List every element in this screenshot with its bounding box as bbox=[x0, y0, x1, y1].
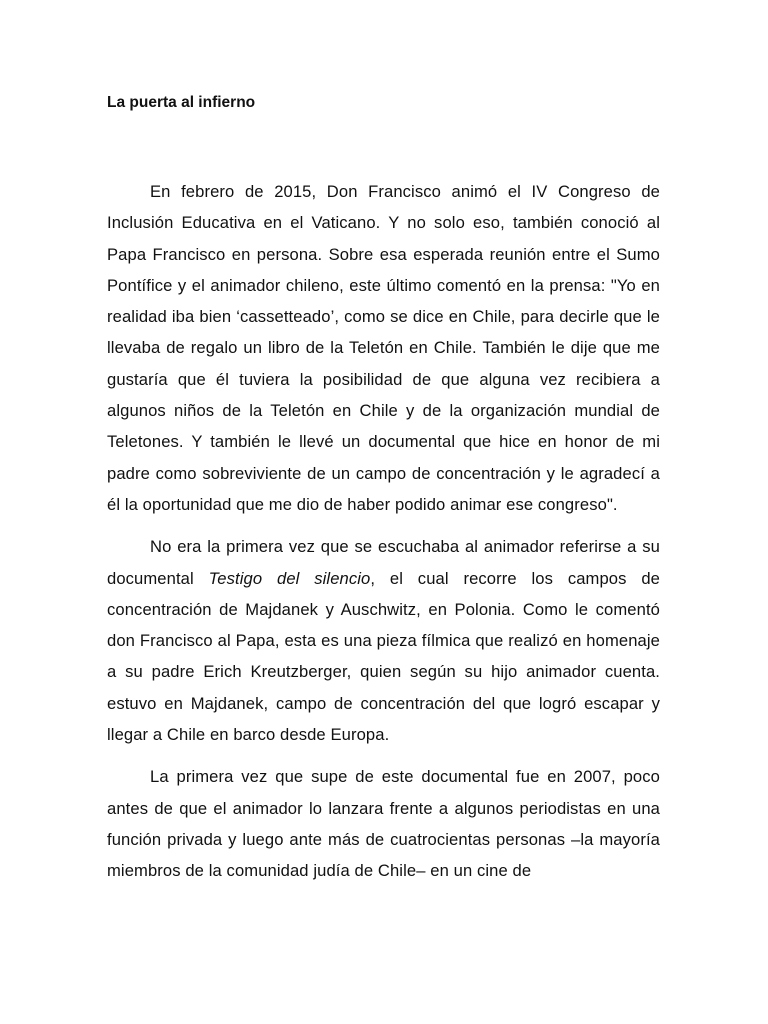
paragraph-2-text-after: , el cual recorre los campos de concentración de Majdanek y Auschwitz, en Polonia. Como le comentó don Francisco al Papa, esta es una pieza fílmica que realizó en homenaje a su padre Erich Kreutzberger, quien según su hijo animador cuenta. estuvo en Majdanek, campo de concentración del que logró escapar y llegar a Chile en barco desde Europa. bbox=[107, 568, 660, 745]
documentary-title: Testigo del silencio bbox=[208, 568, 371, 588]
paragraph-3: La primera vez que supe de este documental fue en 2007, poco antes de que el animador lo lanzara frente a algunos periodistas en una función privada y luego ante más de cuatrocientas personas –la mayoría miembros de la comunidad judía de Chile– en un cine de bbox=[107, 767, 660, 881]
paragraph-2 bbox=[107, 531, 660, 750]
paragraph-1: En febrero de 2015, Don Francisco animó el IV Congreso de Inclusión Educativa en el Vaticano. Y no solo eso, también conoció al Papa Francisco en persona. Sobre esa esperada reunión entre el Sumo Pontífice y el animador chileno, este último comentó en la prensa: "Yo en realidad iba bien ‘cassetteado’, como se dice en Chile, para decirle que le llevaba de regalo un libro de la Teletón en Chile. También le dije que me gustaría que él tuviera la posibilidad de que alguna vez recibiera a algunos niños de la Teletón en Chile y de la organización mundial de Teletones. Y también le llevé un documental que hice en honor de mi padre como sobreviviente de un campo de concentración y le agradecí a él la oportunidad que me dio de haber podido animar ese congreso". bbox=[107, 182, 660, 514]
paragraph-2-text-before: No era la primera vez que se escuchaba al animador referirse a su documental bbox=[107, 537, 660, 588]
document-body bbox=[107, 176, 660, 898]
document-title: La puerta al infierno bbox=[107, 94, 256, 111]
